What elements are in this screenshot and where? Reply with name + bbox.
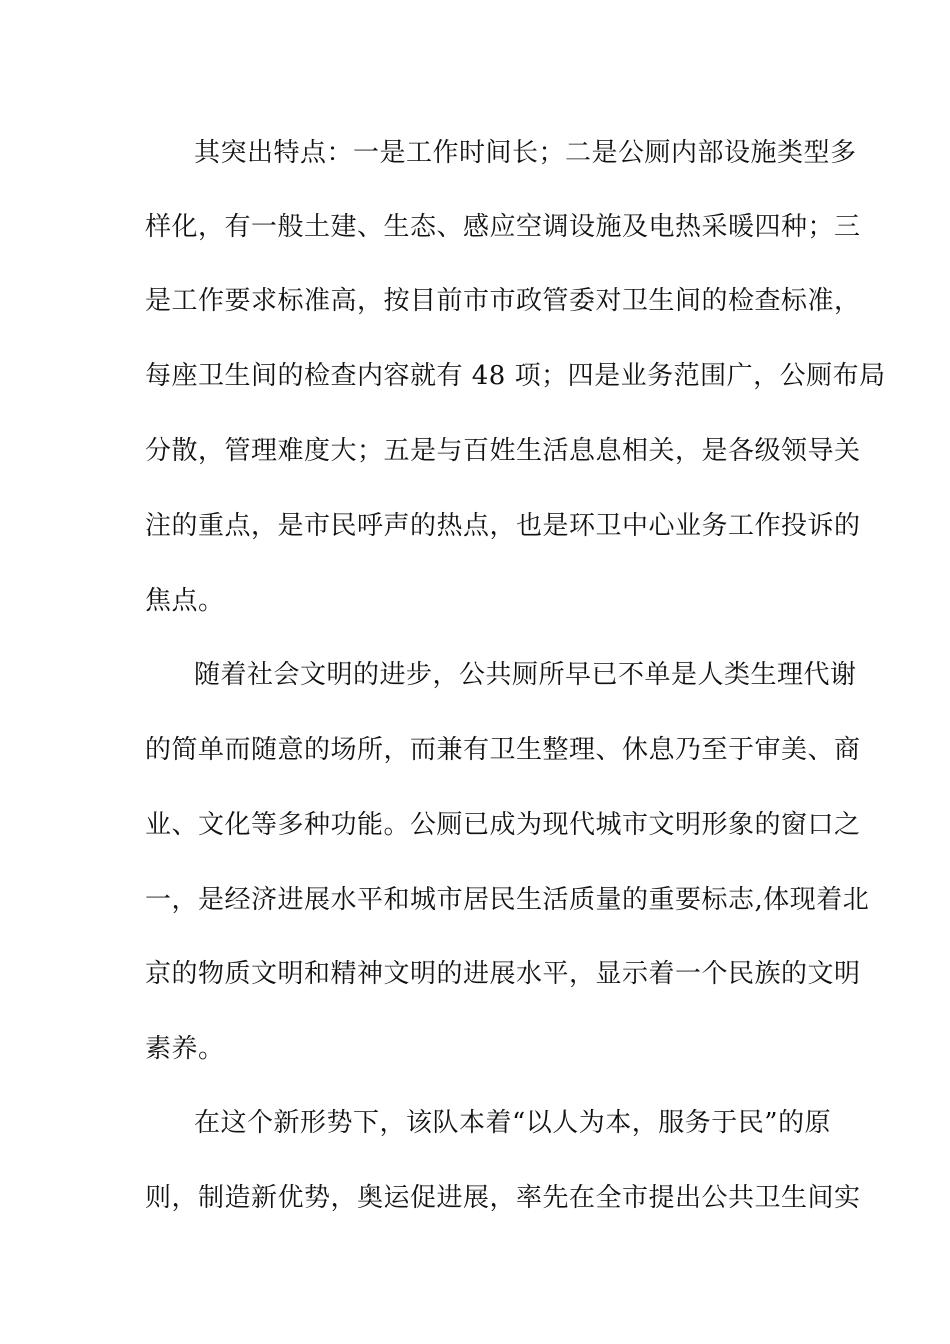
paragraph-1-line-2: 样化，有一般土建、生态、感应空调设施及电热采暖四种；三 bbox=[145, 212, 861, 242]
paragraph-1-line-3: 是工作要求标准高，按目前市市政管委对卫生间的检查标准， bbox=[145, 286, 861, 316]
paragraph-1-line-6: 注的重点，是市民呼声的热点，也是环卫中心业务工作投诉的 bbox=[145, 511, 861, 541]
paragraph-3-line-2: 则，制造新优势，奥运促进展，率先在全市提出公共卫生间实 bbox=[145, 1183, 861, 1213]
paragraph-2-line-1: 随着社会文明的进步，公共厕所早已不单是人类生理代谢 bbox=[194, 660, 857, 690]
paragraph-2-line-2: 的简单而随意的场所，而兼有卫生整理、休息乃至于审美、商 bbox=[145, 735, 861, 765]
paragraph-1-line-4: 每座卫生间的检查内容就有 48 项；四是业务范围广，公厕布局 bbox=[145, 361, 886, 391]
paragraph-2-line-3: 业、文化等多种功能。公厕已成为现代城市文明形象的窗口之 bbox=[145, 810, 861, 840]
paragraph-2-line-4: 一，是经济进展水平和城市居民生活质量的重要标志,体现着北 bbox=[145, 885, 870, 915]
paragraph-1-line-5: 分散，管理难度大；五是与百姓生活息息相关，是各级领导关 bbox=[145, 436, 861, 466]
paragraph-2-line-5: 京的物质文明和精神文明的进展水平，显示着一个民族的文明 bbox=[145, 959, 861, 989]
paragraph-1-line-7: 焦点。 bbox=[145, 586, 225, 616]
paragraph-1-line-1: 其突出特点：一是工作时间长；二是公厕内部设施类型多 bbox=[194, 138, 857, 168]
paragraph-2-line-6: 素养。 bbox=[145, 1034, 225, 1064]
paragraph-3-line-1: 在这个新形势下，该队本着“以人为本，服务于民”的原 bbox=[194, 1108, 832, 1138]
